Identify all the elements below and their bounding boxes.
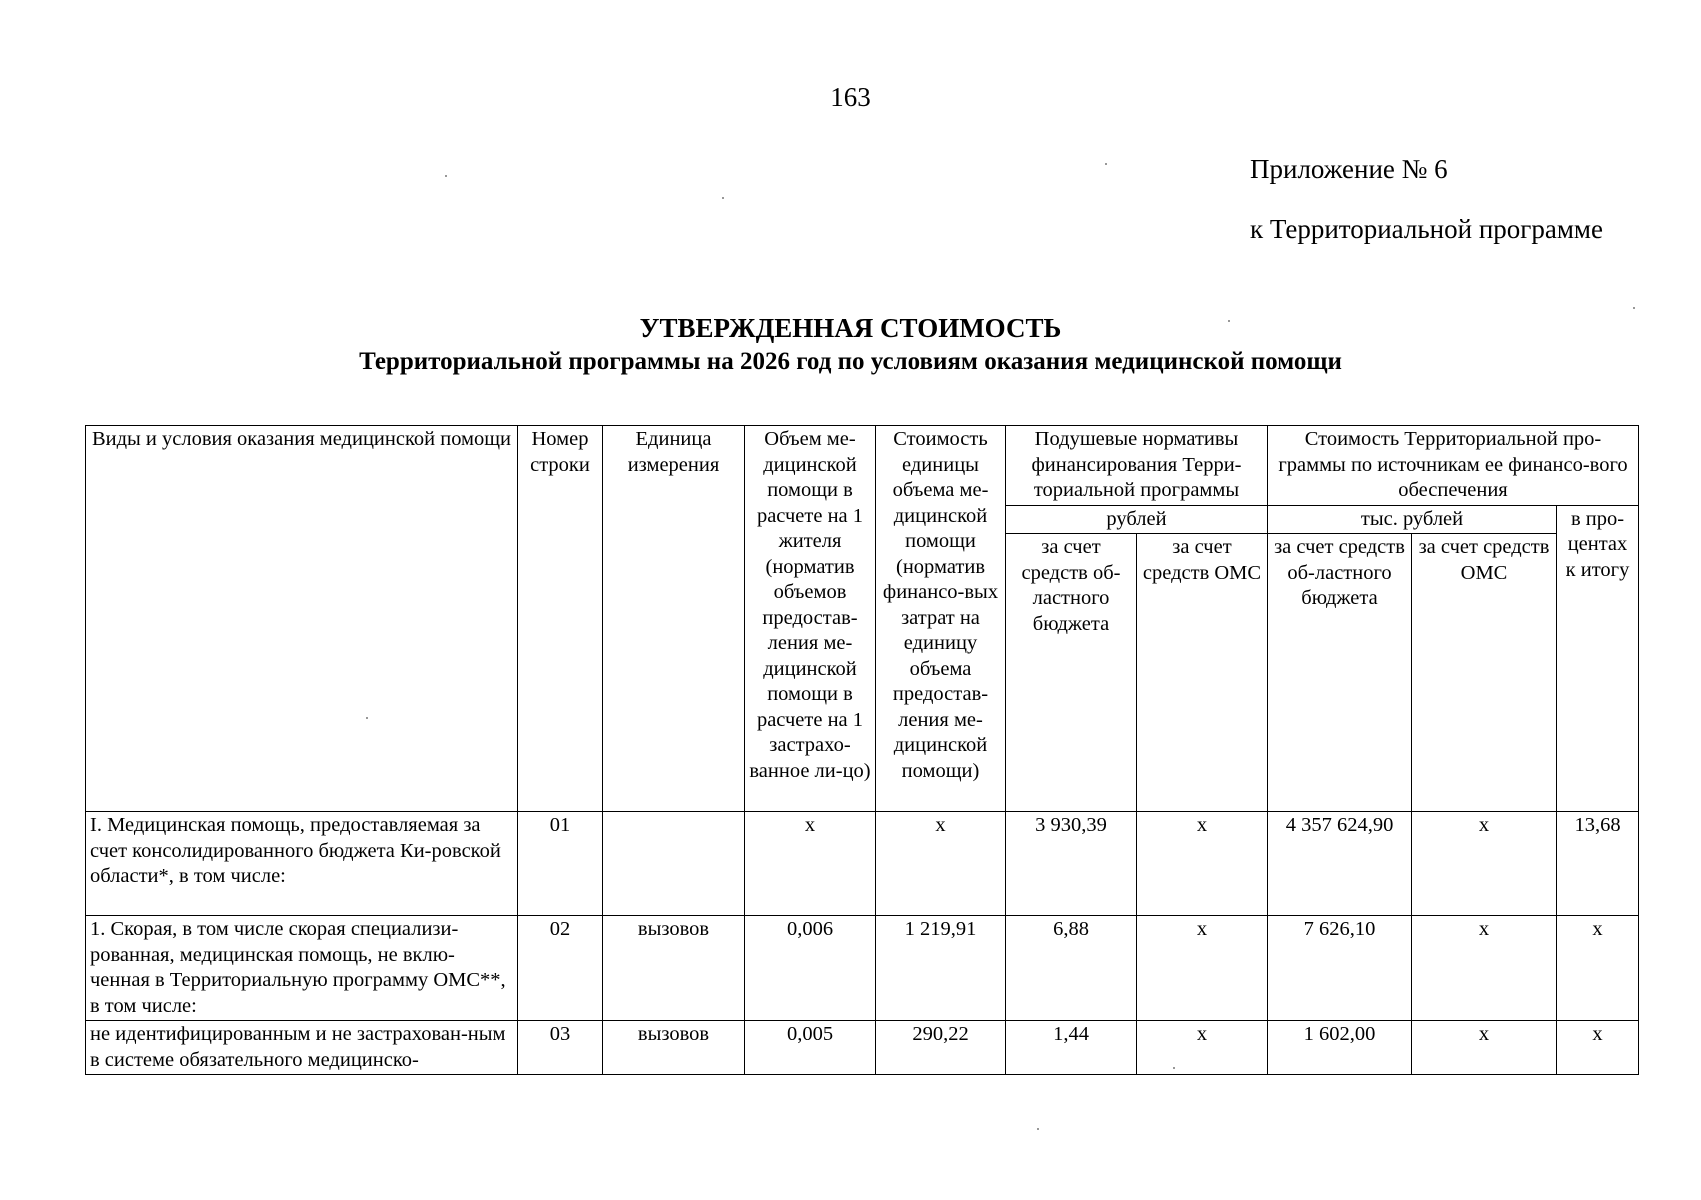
header-volume: Объем ме-дицинской помощи в расчете на 1 жителя (норматив объемов предостав-ления ме-дицинской помощи в расчете на 1 застрахо-ванное ли-цо) — [745, 426, 876, 812]
row-percent: х — [1557, 916, 1639, 1021]
row-cost-budget: 1 602,00 — [1268, 1021, 1412, 1075]
table-row — [86, 1021, 1639, 1075]
row-number: 03 — [518, 1021, 603, 1075]
row-pc-oms: х — [1137, 1021, 1268, 1075]
row-volume: 0,005 — [745, 1021, 876, 1075]
row-name: 1. Скорая, в том числе скорая специализи-рованная, медицинская помощь, не вклю-ченная в Территориальную программу ОМС**, в том числе: — [86, 916, 518, 1021]
row-cost-oms: х — [1412, 1021, 1557, 1075]
row-name: не идентифицированным и не застрахован-ным в системе обязательного медицинско- — [86, 1021, 518, 1075]
row-cost-budget: 7 626,10 — [1268, 916, 1412, 1021]
row-number: 02 — [518, 916, 603, 1021]
header-program-cost: Стоимость Территориальной про-граммы по источникам ее финансо-вого обеспечения — [1268, 426, 1639, 506]
row-cost-oms: х — [1412, 812, 1557, 916]
header-thousand-rubles: тыс. рублей — [1268, 505, 1557, 534]
header-percent: в про-центах к итогу — [1557, 505, 1639, 812]
table-row — [86, 812, 1639, 916]
header-types: Виды и условия оказания медицинской помощи — [86, 426, 518, 812]
page-number: 163 — [830, 82, 871, 112]
header-cost-oms: за счет средств ОМС — [1412, 534, 1557, 812]
scan-speck — [722, 197, 724, 199]
row-unit-cost: 1 219,91 — [876, 916, 1006, 1021]
row-unit-cost: х — [876, 812, 1006, 916]
header-per-capita: Подушевые нормативы финансирования Терри-ториальной программы — [1006, 426, 1268, 506]
row-percent: 13,68 — [1557, 812, 1639, 916]
row-pc-oms: х — [1137, 916, 1268, 1021]
header-row-1 — [86, 426, 1639, 506]
scan-speck — [445, 175, 447, 177]
row-cost-oms: х — [1412, 916, 1557, 1021]
row-volume: х — [745, 812, 876, 916]
row-percent: х — [1557, 1021, 1639, 1075]
scan-speck — [1228, 320, 1230, 322]
row-unit: вызовов — [603, 916, 745, 1021]
row-unit-cost: 290,22 — [876, 1021, 1006, 1075]
appendix-label: Приложение № 6 — [1250, 154, 1448, 184]
table-row — [86, 916, 1639, 1021]
row-pc-budget: 1,44 — [1006, 1021, 1137, 1075]
scan-speck — [1037, 1128, 1039, 1130]
header-row-number: Номер строки — [518, 426, 603, 812]
row-number: 01 — [518, 812, 603, 916]
row-unit: вызовов — [603, 1021, 745, 1075]
scan-speck — [1173, 1067, 1175, 1069]
scan-speck — [1633, 307, 1635, 309]
appendix-reference: к Территориальной программе — [1250, 214, 1603, 244]
document-subtitle: Территориальной программы на 2026 год по условиям оказания медицинской помощи — [359, 348, 1342, 375]
header-cost-regional-budget: за счет средств об-ластного бюджета — [1268, 534, 1412, 812]
row-name: I. Медицинская помощь, предоставляемая за счет консолидированного бюджета Ки-ровской области*, в том числе: — [86, 812, 518, 916]
document-title: УТВЕРЖДЕННАЯ СТОИМОСТЬ — [639, 313, 1062, 343]
scan-speck — [1105, 163, 1107, 165]
row-pc-budget: 3 930,39 — [1006, 812, 1137, 916]
row-unit — [603, 812, 745, 916]
cost-table — [85, 425, 1639, 1075]
header-pc-oms: за счет средств ОМС — [1137, 534, 1268, 812]
header-rubles: рублей — [1006, 505, 1268, 534]
row-volume: 0,006 — [745, 916, 876, 1021]
header-pc-regional-budget: за счет средств об-ластного бюджета — [1006, 534, 1137, 812]
row-pc-oms: х — [1137, 812, 1268, 916]
scan-speck — [366, 717, 368, 719]
row-pc-budget: 6,88 — [1006, 916, 1137, 1021]
row-cost-budget: 4 357 624,90 — [1268, 812, 1412, 916]
header-unit: Единица измерения — [603, 426, 745, 812]
header-unit-cost: Стоимость единицы объема ме-дицинской помощи (норматив финансо-вых затрат на единицу объема предостав-ления ме-дицинской помощи) — [876, 426, 1006, 812]
